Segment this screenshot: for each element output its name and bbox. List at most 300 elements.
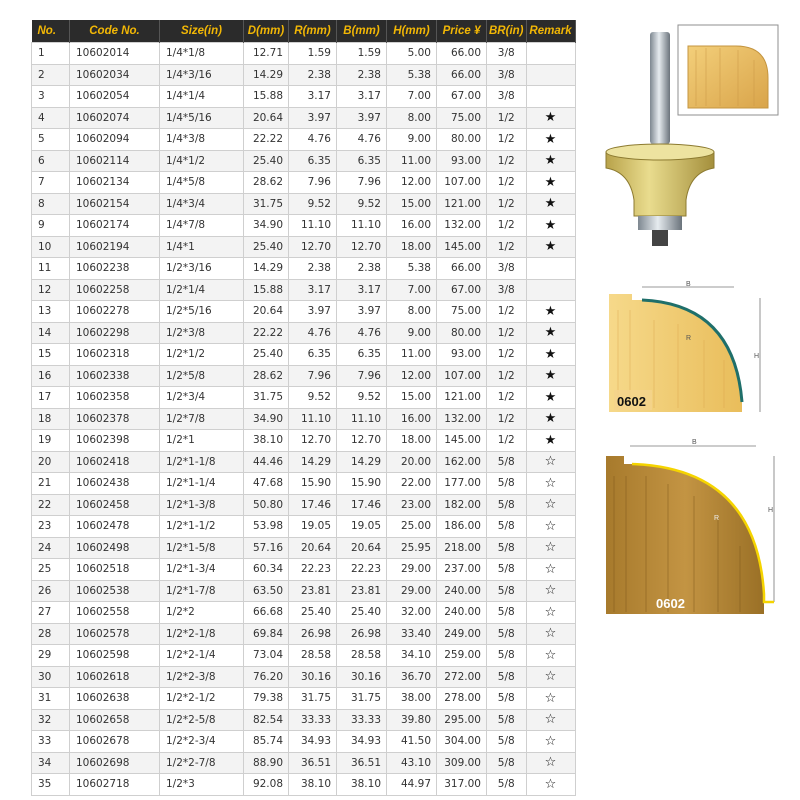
- row-number: 4: [32, 107, 70, 129]
- b-dimension: 19.05: [337, 516, 387, 538]
- code-number: 10602618: [70, 666, 160, 688]
- size: 1/2*7/8: [160, 408, 244, 430]
- price: 162.00: [437, 451, 487, 473]
- code-number: 10602258: [70, 279, 160, 301]
- h-dimension: 41.50: [387, 731, 437, 753]
- h-dimension: 8.00: [387, 107, 437, 129]
- table-row: [32, 387, 576, 409]
- price: 295.00: [437, 709, 487, 731]
- radius: 6.35: [289, 344, 337, 366]
- row-number: 8: [32, 193, 70, 215]
- price: 259.00: [437, 645, 487, 667]
- radius: 2.38: [289, 258, 337, 280]
- code-number: 10602638: [70, 688, 160, 710]
- h-dimension: 25.95: [387, 537, 437, 559]
- b-dimension: 4.76: [337, 322, 387, 344]
- router-bit-image: [598, 20, 783, 260]
- row-number: 27: [32, 602, 70, 624]
- star-outline-icon: ☆: [526, 623, 575, 645]
- table-row: [32, 623, 576, 645]
- code-number: 10602134: [70, 172, 160, 194]
- b-dimension: 7.96: [337, 365, 387, 387]
- radius: 3.97: [289, 107, 337, 129]
- diameter: 50.80: [244, 494, 289, 516]
- b-dimension: 23.81: [337, 580, 387, 602]
- profile-diagram-small: [608, 280, 778, 415]
- size: 1/4*5/8: [160, 172, 244, 194]
- code-number: 10602398: [70, 430, 160, 452]
- br: 1/2: [487, 387, 527, 409]
- radius: 22.23: [289, 559, 337, 581]
- table-row: [32, 365, 576, 387]
- price: 182.00: [437, 494, 487, 516]
- row-number: 33: [32, 731, 70, 753]
- diameter: 34.90: [244, 215, 289, 237]
- size: 1/2*2-1/2: [160, 688, 244, 710]
- b-dimension: 36.51: [337, 752, 387, 774]
- bit-screw: [652, 230, 668, 246]
- size: 1/2*1-1/2: [160, 516, 244, 538]
- diameter: 25.40: [244, 236, 289, 258]
- b-dimension: 12.70: [337, 430, 387, 452]
- price: 66.00: [437, 43, 487, 65]
- br: 3/8: [487, 43, 527, 65]
- radius: 9.52: [289, 387, 337, 409]
- diameter: 28.62: [244, 365, 289, 387]
- price: 66.00: [437, 64, 487, 86]
- diameter: 57.16: [244, 537, 289, 559]
- size: 1/2*3: [160, 774, 244, 796]
- code-number: 10602014: [70, 43, 160, 65]
- row-number: 3: [32, 86, 70, 108]
- header-col-br: BR(in): [487, 20, 527, 43]
- size: 1/2*2-5/8: [160, 709, 244, 731]
- size: 1/2*3/16: [160, 258, 244, 280]
- code-number: 10602578: [70, 623, 160, 645]
- star-filled-icon: ★: [526, 172, 575, 194]
- table-row: [32, 451, 576, 473]
- size: 1/2*5/8: [160, 365, 244, 387]
- diameter: 63.50: [244, 580, 289, 602]
- br: 5/8: [487, 602, 527, 624]
- diameter: 85.74: [244, 731, 289, 753]
- br: 5/8: [487, 709, 527, 731]
- b-dimension: 1.59: [337, 43, 387, 65]
- bit-cutter-body: [606, 152, 714, 216]
- row-number: 5: [32, 129, 70, 151]
- b-dimension: 9.52: [337, 387, 387, 409]
- b-dimension: 6.35: [337, 344, 387, 366]
- code-number: 10602678: [70, 731, 160, 753]
- code-number: 10602074: [70, 107, 160, 129]
- b-dimension: 30.16: [337, 666, 387, 688]
- row-number: 20: [32, 451, 70, 473]
- h-dimension: 9.00: [387, 322, 437, 344]
- b-dimension: 11.10: [337, 408, 387, 430]
- b-dimension: 22.23: [337, 559, 387, 581]
- diameter: 31.75: [244, 193, 289, 215]
- star-outline-icon: ☆: [526, 709, 575, 731]
- code-number: 10602518: [70, 559, 160, 581]
- br: 5/8: [487, 752, 527, 774]
- star-filled-icon: ★: [526, 408, 575, 430]
- price: 66.00: [437, 258, 487, 280]
- code-number: 10602034: [70, 64, 160, 86]
- b-dimension: 6.35: [337, 150, 387, 172]
- size: 1/2*1-7/8: [160, 580, 244, 602]
- diameter: 15.88: [244, 279, 289, 301]
- code-number: 10602438: [70, 473, 160, 495]
- row-number: 24: [32, 537, 70, 559]
- br: 1/2: [487, 107, 527, 129]
- star-outline-icon: ☆: [526, 473, 575, 495]
- br: 3/8: [487, 279, 527, 301]
- h-dimension: 38.00: [387, 688, 437, 710]
- code-number: 10602174: [70, 215, 160, 237]
- table-row: [32, 43, 576, 65]
- row-number: 9: [32, 215, 70, 237]
- row-number: 35: [32, 774, 70, 796]
- radius: 9.52: [289, 193, 337, 215]
- table-row: [32, 150, 576, 172]
- radius: 3.17: [289, 86, 337, 108]
- code-number: 10602498: [70, 537, 160, 559]
- code-number: 10602698: [70, 752, 160, 774]
- radius: 7.96: [289, 172, 337, 194]
- radius: 14.29: [289, 451, 337, 473]
- diameter: 53.98: [244, 516, 289, 538]
- table-row: [32, 430, 576, 452]
- table-row: [32, 516, 576, 538]
- price: 145.00: [437, 430, 487, 452]
- remark-cell: [526, 43, 575, 65]
- profile-diagram-large: [606, 436, 791, 616]
- row-number: 26: [32, 580, 70, 602]
- size: 1/2*3/4: [160, 387, 244, 409]
- br: 3/8: [487, 64, 527, 86]
- price: 121.00: [437, 193, 487, 215]
- size: 1/2*1-3/4: [160, 559, 244, 581]
- remark-cell: [526, 64, 575, 86]
- h-dimension: 33.40: [387, 623, 437, 645]
- row-number: 31: [32, 688, 70, 710]
- h-dimension: 7.00: [387, 86, 437, 108]
- size: 1/2*5/16: [160, 301, 244, 323]
- h-dimension: 15.00: [387, 387, 437, 409]
- h-dimension: 20.00: [387, 451, 437, 473]
- h-dimension: 43.10: [387, 752, 437, 774]
- h-dimension: 15.00: [387, 193, 437, 215]
- diameter: 60.34: [244, 559, 289, 581]
- br: 5/8: [487, 623, 527, 645]
- br: 1/2: [487, 344, 527, 366]
- price: 67.00: [437, 86, 487, 108]
- h-dimension: 16.00: [387, 408, 437, 430]
- code-number: 10602278: [70, 301, 160, 323]
- row-number: 15: [32, 344, 70, 366]
- price: 107.00: [437, 172, 487, 194]
- row-number: 11: [32, 258, 70, 280]
- h-dimension: 5.38: [387, 258, 437, 280]
- radius: 7.96: [289, 365, 337, 387]
- br: 5/8: [487, 516, 527, 538]
- price: 75.00: [437, 107, 487, 129]
- radius: 3.97: [289, 301, 337, 323]
- row-number: 16: [32, 365, 70, 387]
- price: 132.00: [437, 215, 487, 237]
- star-outline-icon: ☆: [526, 494, 575, 516]
- h-dimension: 9.00: [387, 129, 437, 151]
- radius: 17.46: [289, 494, 337, 516]
- star-filled-icon: ★: [526, 344, 575, 366]
- diameter: 47.68: [244, 473, 289, 495]
- h-dimension: 22.00: [387, 473, 437, 495]
- diameter: 44.46: [244, 451, 289, 473]
- row-number: 34: [32, 752, 70, 774]
- star-filled-icon: ★: [526, 236, 575, 258]
- br: 1/2: [487, 430, 527, 452]
- diameter: 31.75: [244, 387, 289, 409]
- size: 1/2*1-5/8: [160, 537, 244, 559]
- star-filled-icon: ★: [526, 322, 575, 344]
- radius: 36.51: [289, 752, 337, 774]
- diameter: 14.29: [244, 258, 289, 280]
- code-number: 10602718: [70, 774, 160, 796]
- price: 93.00: [437, 150, 487, 172]
- table-row: [32, 645, 576, 667]
- diameter: 34.90: [244, 408, 289, 430]
- star-filled-icon: ★: [526, 301, 575, 323]
- br: 1/2: [487, 301, 527, 323]
- radius: 12.70: [289, 236, 337, 258]
- row-number: 22: [32, 494, 70, 516]
- br: 3/8: [487, 258, 527, 280]
- header-col-d: D(mm): [244, 20, 289, 43]
- radius: 11.10: [289, 215, 337, 237]
- diameter: 20.64: [244, 301, 289, 323]
- star-filled-icon: ★: [526, 215, 575, 237]
- h-dimension: 36.70: [387, 666, 437, 688]
- code-number: 10602094: [70, 129, 160, 151]
- size: 1/2*2-7/8: [160, 752, 244, 774]
- radius: 4.76: [289, 322, 337, 344]
- diameter: 22.22: [244, 322, 289, 344]
- star-outline-icon: ☆: [526, 645, 575, 667]
- b-dimension: 33.33: [337, 709, 387, 731]
- radius: 26.98: [289, 623, 337, 645]
- br: 1/2: [487, 150, 527, 172]
- br: 1/2: [487, 236, 527, 258]
- price: 218.00: [437, 537, 487, 559]
- size: 1/2*3/8: [160, 322, 244, 344]
- dimension-label-b: B: [686, 281, 691, 288]
- radius: 15.90: [289, 473, 337, 495]
- row-number: 13: [32, 301, 70, 323]
- row-number: 19: [32, 430, 70, 452]
- code-number: 10602194: [70, 236, 160, 258]
- size: 1/2*1/2: [160, 344, 244, 366]
- diameter: 79.38: [244, 688, 289, 710]
- radius: 3.17: [289, 279, 337, 301]
- radius: 1.59: [289, 43, 337, 65]
- star-filled-icon: ★: [526, 193, 575, 215]
- table-row: [32, 602, 576, 624]
- diameter: 88.90: [244, 752, 289, 774]
- br: 5/8: [487, 473, 527, 495]
- b-dimension: 3.97: [337, 107, 387, 129]
- br: 1/2: [487, 215, 527, 237]
- radius: 28.58: [289, 645, 337, 667]
- b-dimension: 31.75: [337, 688, 387, 710]
- code-number: 10602338: [70, 365, 160, 387]
- h-dimension: 34.10: [387, 645, 437, 667]
- header-col-r: R(mm): [289, 20, 337, 43]
- price: 240.00: [437, 602, 487, 624]
- table-row: [32, 279, 576, 301]
- br: 1/2: [487, 129, 527, 151]
- br: 5/8: [487, 559, 527, 581]
- table-row: [32, 64, 576, 86]
- br: 5/8: [487, 580, 527, 602]
- h-dimension: 11.00: [387, 150, 437, 172]
- br: 5/8: [487, 666, 527, 688]
- b-dimension: 17.46: [337, 494, 387, 516]
- size: 1/4*3/4: [160, 193, 244, 215]
- radius: 34.93: [289, 731, 337, 753]
- h-dimension: 29.00: [387, 559, 437, 581]
- price: 107.00: [437, 365, 487, 387]
- row-number: 25: [32, 559, 70, 581]
- star-outline-icon: ☆: [526, 451, 575, 473]
- h-dimension: 7.00: [387, 279, 437, 301]
- radius: 19.05: [289, 516, 337, 538]
- b-dimension: 9.52: [337, 193, 387, 215]
- code-number: 10602538: [70, 580, 160, 602]
- star-outline-icon: ☆: [526, 666, 575, 688]
- diameter: 15.88: [244, 86, 289, 108]
- code-number: 10602598: [70, 645, 160, 667]
- table-row: [32, 731, 576, 753]
- radius: 31.75: [289, 688, 337, 710]
- dimension-label-h: H: [768, 507, 774, 514]
- radius: 25.40: [289, 602, 337, 624]
- br: 5/8: [487, 494, 527, 516]
- row-number: 10: [32, 236, 70, 258]
- radius: 23.81: [289, 580, 337, 602]
- b-dimension: 20.64: [337, 537, 387, 559]
- table-row: [32, 709, 576, 731]
- size: 1/2*2-1/8: [160, 623, 244, 645]
- star-outline-icon: ☆: [526, 731, 575, 753]
- header-col-no: No.: [32, 20, 70, 43]
- radius: 6.35: [289, 150, 337, 172]
- size: 1/2*1-1/4: [160, 473, 244, 495]
- b-dimension: 11.10: [337, 215, 387, 237]
- diameter: 66.68: [244, 602, 289, 624]
- table-row: [32, 258, 576, 280]
- star-filled-icon: ★: [526, 430, 575, 452]
- h-dimension: 5.38: [387, 64, 437, 86]
- table-body: [32, 43, 576, 796]
- b-dimension: 3.17: [337, 279, 387, 301]
- b-dimension: 12.70: [337, 236, 387, 258]
- row-number: 29: [32, 645, 70, 667]
- radius: 2.38: [289, 64, 337, 86]
- size: 1/4*1/8: [160, 43, 244, 65]
- size: 1/2*1-3/8: [160, 494, 244, 516]
- row-number: 32: [32, 709, 70, 731]
- br: 1/2: [487, 408, 527, 430]
- size: 1/2*1: [160, 430, 244, 452]
- table-row: [32, 215, 576, 237]
- price: 249.00: [437, 623, 487, 645]
- diameter: 22.22: [244, 129, 289, 151]
- b-dimension: 38.10: [337, 774, 387, 796]
- row-number: 21: [32, 473, 70, 495]
- bit-bearing: [638, 216, 682, 230]
- table-row: [32, 344, 576, 366]
- radius: 20.64: [289, 537, 337, 559]
- table-row: [32, 559, 576, 581]
- size: 1/4*7/8: [160, 215, 244, 237]
- b-dimension: 4.76: [337, 129, 387, 151]
- row-number: 7: [32, 172, 70, 194]
- h-dimension: 16.00: [387, 215, 437, 237]
- h-dimension: 25.00: [387, 516, 437, 538]
- br: 1/2: [487, 172, 527, 194]
- code-number: 10602318: [70, 344, 160, 366]
- br: 5/8: [487, 688, 527, 710]
- row-number: 28: [32, 623, 70, 645]
- b-dimension: 34.93: [337, 731, 387, 753]
- h-dimension: 12.00: [387, 172, 437, 194]
- star-outline-icon: ☆: [526, 516, 575, 538]
- code-number: 10602558: [70, 602, 160, 624]
- b-dimension: 3.17: [337, 86, 387, 108]
- h-dimension: 12.00: [387, 365, 437, 387]
- price: 121.00: [437, 387, 487, 409]
- h-dimension: 29.00: [387, 580, 437, 602]
- br: 1/2: [487, 322, 527, 344]
- radius: 11.10: [289, 408, 337, 430]
- radius: 33.33: [289, 709, 337, 731]
- code-number: 10602478: [70, 516, 160, 538]
- table-row: [32, 322, 576, 344]
- table-row: [32, 86, 576, 108]
- b-dimension: 2.38: [337, 258, 387, 280]
- price: 278.00: [437, 688, 487, 710]
- b-dimension: 2.38: [337, 64, 387, 86]
- code-number: 10602238: [70, 258, 160, 280]
- h-dimension: 39.80: [387, 709, 437, 731]
- star-filled-icon: ★: [526, 150, 575, 172]
- code-number: 10602378: [70, 408, 160, 430]
- code-number: 10602458: [70, 494, 160, 516]
- code-number: 10602418: [70, 451, 160, 473]
- code-number: 10602298: [70, 322, 160, 344]
- star-outline-icon: ☆: [526, 602, 575, 624]
- br: 3/8: [487, 86, 527, 108]
- code-number: 10602114: [70, 150, 160, 172]
- h-dimension: 18.00: [387, 236, 437, 258]
- price: 93.00: [437, 344, 487, 366]
- price: 304.00: [437, 731, 487, 753]
- diameter: 76.20: [244, 666, 289, 688]
- table-row: [32, 129, 576, 151]
- diameter: 38.10: [244, 430, 289, 452]
- star-outline-icon: ☆: [526, 537, 575, 559]
- table-row: [32, 107, 576, 129]
